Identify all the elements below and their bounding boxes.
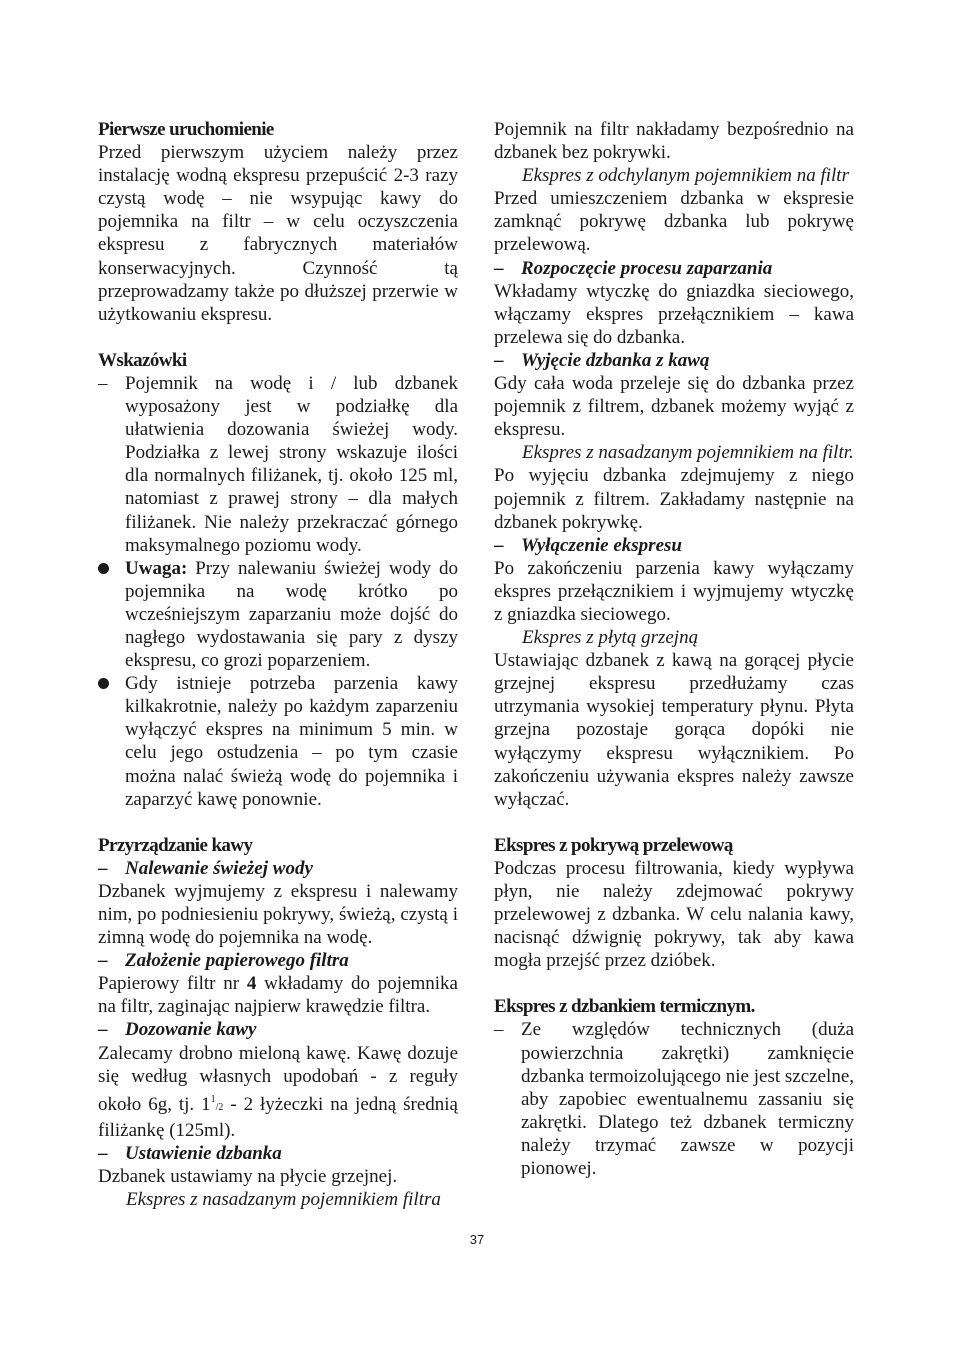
list-item-bullet: [98, 557, 458, 672]
list-item-dash: [494, 1018, 854, 1180]
section-heading-overflow-lid: Ekspres z pokrywą przelewową: [494, 834, 733, 856]
subheading-switch-off: – Wyłączenie ekspresu: [494, 534, 682, 556]
paragraph-overflow-lid: Podczas procesu filtrowania, kiedy wypływa płyn, nie należy zdejmować pokrywy przelewowej z dzbanka. W celu nalania kawy, nacisnąć dźwignię pokrywy, tak aby kawa mogła przejść przez dzióbek.: [494, 857, 854, 972]
paragraph-switch-off: Po zakończeniu parzenia kawy wyłączamy ekspres przełącznikiem i wyjmujemy wtyczkę z gniazdka sieciowego.: [494, 557, 854, 625]
bullet-icon: [98, 678, 109, 689]
list-item-dash: [98, 372, 458, 557]
page-number: 37: [469, 1232, 485, 1247]
list-item-text: Pojemnik na wodę i / lub dzbanek wyposażony jest w podziałkę dla ułatwienia dozowania świeżej wody. Podziałka z lewej strony wskazuje ilości dla normalnych filiżanek, tj. około 125 ml, natomiast z prawej strony – dla małych filiżanek. Nie należy przekraczać górnego maksymalnego poziomu wody.: [125, 372, 458, 556]
section-heading-coffee-prep: Przyrządzanie kawy: [98, 834, 253, 856]
paragraph-remove-carafe: Gdy cała woda przeleje się do dzbanka przez pojemnik z filtrem, dzbanek możemy wyjąć z ekspresu.: [494, 373, 854, 441]
paragraph-after-removal: Po wyjęciu dzbanka zdejmujemy z niego pojemnik z filtrem. Zakładamy następnie na dzbanek pokrywkę.: [494, 465, 854, 533]
list-item-text: Ze względów technicznych (duża powierzchnia zakrętki) zamknięcie dzbanka termoizolującego nie jest szczelne, aby zapobiec ewentualnemu zassaniu się zakrętki. Dlatego też dzbanek termiczny należy trzymać zawsze w pozycji pionowej.: [521, 1019, 854, 1180]
paragraph-filter-holder: Pojemnik na filtr nakładamy bezpośrednio na dzbanek bez pokrywki.: [494, 119, 854, 164]
bullet-icon: [98, 563, 109, 574]
paragraph-fresh-water: Dzbanek wyjmujemy z ekspresu i nalewamy nim, po podniesieniu pokrywy, świeżą, czystą i zimną wodę do pojemnika na wodę.: [98, 880, 458, 949]
section-heading-first-use: Pierwsze uruchomienie: [98, 119, 274, 140]
paragraph-paper-filter: Papierowy filtr nr 4 wkładamy do pojemnika na filtr, zaginając najpierw krawędzie filtra.: [98, 973, 458, 1018]
paragraph-hotplate: Ustawiając dzbanek z kawą na gorącej płycie grzejnej ekspresu przedłużamy czas utrzymania wysokiej temperatury płynu. Płyta grzejna pozostaje gorąca dopóki nie wyłączymy ekspresu wyłącznikiem. Po zakończeniu używania ekspres należy zawsze wyłączać.: [494, 650, 854, 810]
subheading-carafe-placement: – Ustawienie dzbanka: [98, 1142, 282, 1164]
italic-note-filter: Ekspres z nasadzanym pojemnikiem filtra: [126, 1189, 441, 1211]
dash-marker: –: [98, 372, 108, 394]
subheading-paper-filter: – Założenie papierowego filtra: [98, 950, 349, 972]
subheading-coffee-dosing: – Dozowanie kawy: [98, 1019, 257, 1041]
italic-note-attached-filter: Ekspres z nasadzanym pojemnikiem na filtr.: [522, 442, 854, 464]
list-item-text: Przy nalewaniu świeżej wody do pojemnika na wodę krótko po wcześniejszym zaparzaniu może dojść do nagłego wydostawania się pary z dyszy ekspresu, co grozi poparzeniem.: [125, 557, 458, 672]
section-heading-thermal-carafe: Ekspres z dzbankiem termicznym.: [494, 996, 755, 1018]
list-item-text: Gdy istnieje potrzeba parzenia kawy kilkakrotnie, należy po każdym zaparzeniu wyłączyć ekspres na minimum 5 min. w celu jego ostudzenia – po tym czasie można nalać świeżą wodę do pojemnika i zaparzyć kawę ponownie.: [125, 673, 458, 810]
paragraph-first-use: Przed pierwszym użyciem należy przez instalację wodną ekspresu przepuścić 2-3 razy czystą wodę – nie wsypując kawy do pojemnika na filtr – w celu oczyszczenia ekspresu z fabrycznych materiałów konserwacyjnych. Czynność tą przeprowadzamy także po dłuższej przerwie w użytkowaniu ekspresu.: [98, 142, 458, 325]
list-item-bullet: [98, 672, 458, 811]
subheading-fresh-water: – Nalewanie świeżej wody: [98, 857, 313, 879]
subheading-start-brewing: – Rozpoczęcie procesu zaparzania: [494, 257, 773, 279]
paragraph-close-lid: Przed umieszczeniem dzbanka w ekspresie zamknąć pokrywę dzbanka lub pokrywę przelewową.: [494, 188, 854, 256]
left-column: [98, 118, 458, 1211]
dash-marker: –: [494, 1019, 504, 1041]
right-column: [494, 118, 854, 1180]
section-heading-tips: Wskazówki: [98, 349, 187, 371]
italic-note-swing-filter: Ekspres z odchylanym pojemnikiem na filtr: [522, 165, 849, 187]
italic-note-hotplate: Ekspres z płytą grzejną: [522, 627, 699, 649]
paragraph-coffee-dosing: Zalecamy drobno mieloną kawę. Kawę dozuje się według własnych upodobań - z reguły około 6g, tj. $1^1/2 - 2$ łyżeczki na jedną średnią filiżankę (125ml).: [98, 1042, 458, 1141]
subheading-remove-carafe: – Wyjęcie dzbanka z kawą: [494, 349, 710, 371]
warning-label: Uwaga:: [125, 557, 188, 579]
paragraph-carafe-placement: Dzbanek ustawiamy na płycie grzejnej.: [98, 1166, 398, 1188]
paragraph-start-brewing: Wkładamy wtyczkę do gniazdka sieciowego, włączamy ekspres przełącznikiem – kawa przelewa się do dzbanka.: [494, 280, 854, 348]
